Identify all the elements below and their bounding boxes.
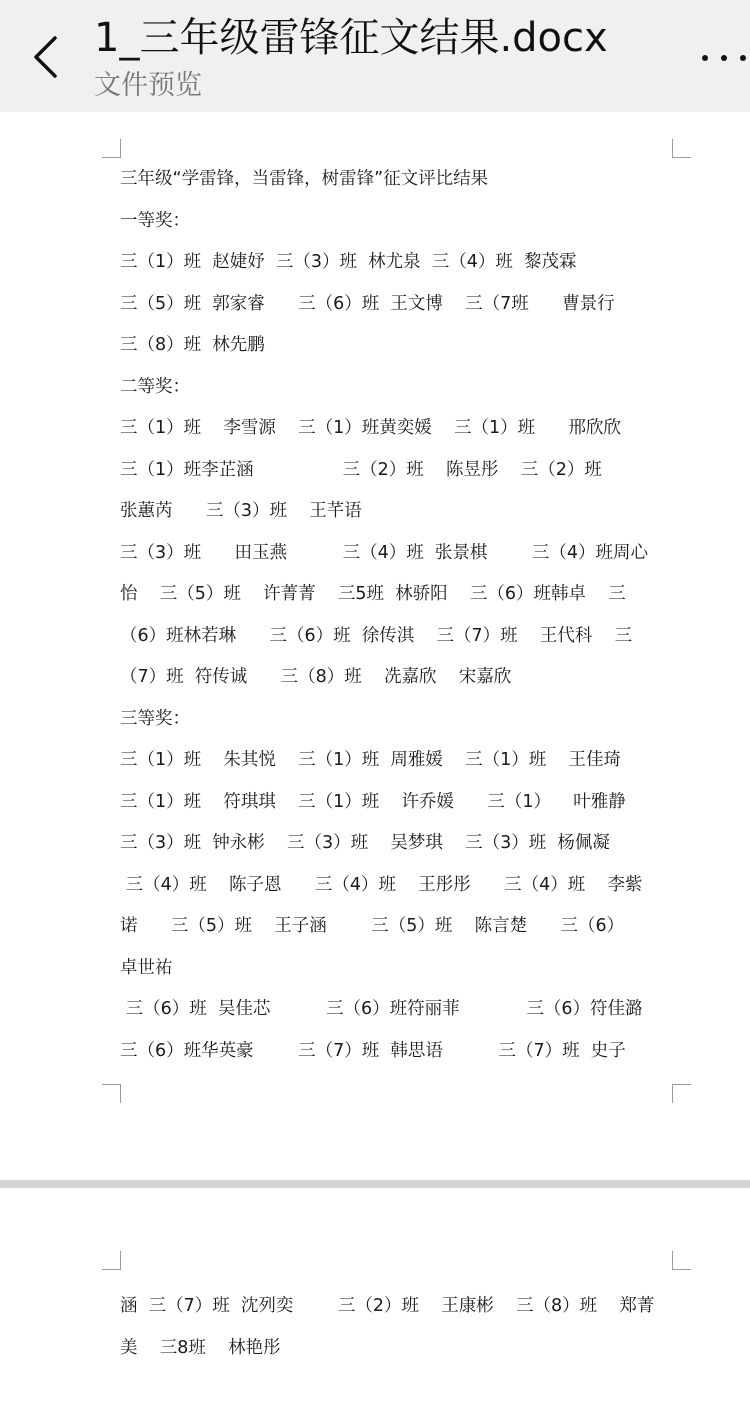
document-text-line: 涵 三（7）班 沈列奕 三（2）班 王康彬 三（8）班 郑菁 [120, 1296, 655, 1316]
document-body [120, 1286, 665, 1369]
document-page-1[interactable] [0, 112, 750, 1180]
document-text-line: 诺 三（5）班 王子涵 三（5）班 陈言楚 三（6） [120, 916, 625, 936]
top-bar [0, 0, 750, 112]
document-text-line: 三（4）班 陈子恩 三（4）班 王彤彤 三（4）班 李紫 [120, 874, 643, 895]
document-text-line: 三年级“学雷锋，当雷锋，树雷锋”征文评比结果 [120, 169, 489, 189]
document-text-line: 张蕙芮 三（3）班 王芊语 [120, 501, 362, 521]
document-text-line: 三（1）班 赵婕妤 三（3）班 林尤泉 三（4）班 黎茂霖 [120, 252, 577, 272]
document-text-line: 三（6）班华英豪 三（7）班 韩思语 三（7）班 史子 [120, 1040, 626, 1061]
document-text-line: 三（5）班 郭家睿 三（6）班 王文博 三（7班 曹景行 [120, 293, 615, 314]
back-button[interactable] [22, 30, 68, 84]
page-margin-corner [672, 139, 691, 158]
document-text-line: 三（3）班 钟永彬 三（3）班 吴梦琪 三（3）班 杨佩凝 [120, 833, 610, 853]
document-text-line: 三（8）班 林先鹏 [120, 335, 265, 355]
page-separator [0, 1180, 750, 1188]
file-title: 1_三年级雷锋征文结果.docx [94, 15, 608, 61]
page-margin-corner [102, 1084, 121, 1103]
more-horizontal-icon [702, 55, 708, 61]
document-text-line: 三（1）班 符琪琪 三（1）班 许乔媛 三（1） 叶雅静 [120, 791, 626, 812]
document-text-line: （7）班 符传诚 三（8）班 冼嘉欣 宋嘉欣 [120, 667, 512, 687]
file-preview-label: 文件预览 [94, 70, 202, 101]
document-body [120, 159, 665, 1072]
document-text-line: 卓世祐 [120, 957, 173, 978]
more-horizontal-icon [721, 55, 727, 61]
document-text-line: 美 三8班 林艳彤 [120, 1337, 281, 1358]
document-text-line: 三（3）班 田玉燕 三（4）班 张景棋 三（4）班周心 [120, 542, 649, 563]
document-text-line: （6）班林若琳 三（6）班 徐传淇 三（7）班 王代科 三 [120, 625, 633, 646]
more-horizontal-icon [740, 55, 746, 61]
document-text-line: 三（6）班 吴佳芯 三（6）班符丽菲 三（6）符佳潞 [120, 999, 643, 1019]
document-text-line: 三等奖： [120, 708, 190, 729]
document-text-line: 三（1）班 李雪源 三（1）班黄奕媛 三（1）班 邢欣欣 [120, 418, 622, 438]
document-text-line: 三（1）班李芷涵 三（2）班 陈昱彤 三（2）班 [120, 459, 602, 480]
page-margin-corner [672, 1084, 691, 1103]
document-text-line: 一等奖： [120, 210, 190, 231]
document-text-line: 二等奖： [120, 376, 190, 397]
more-button[interactable] [702, 38, 746, 78]
document-text-line: 怡 三（5）班 许菁菁 三5班 林骄阳 三（6）班韩卓 三 [120, 584, 626, 604]
document-page-2[interactable] [0, 1188, 750, 1404]
page-margin-corner [102, 139, 121, 158]
chevron-left-icon [31, 35, 59, 79]
page-margin-corner [102, 1251, 121, 1270]
page-margin-corner [672, 1251, 691, 1270]
document-text-line: 三（1）班 朱其悦 三（1）班 周雅媛 三（1）班 王佳琦 [120, 750, 622, 770]
